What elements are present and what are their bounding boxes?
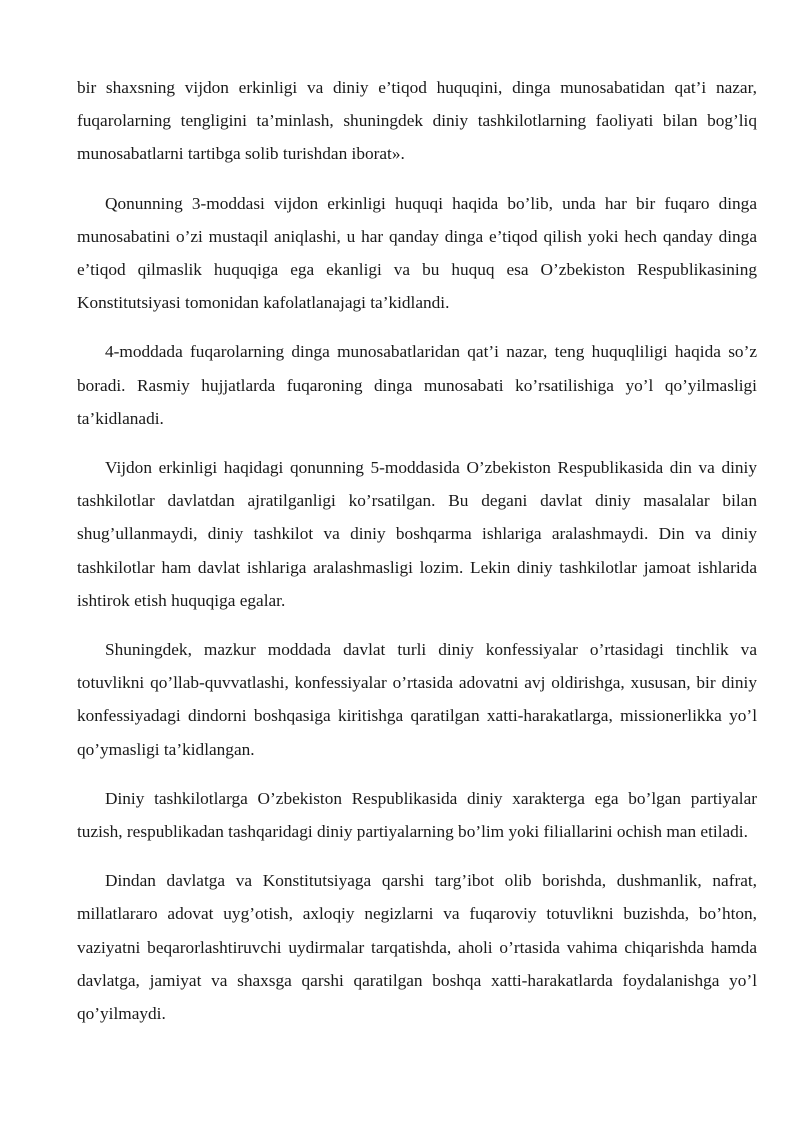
document-page: [77, 71, 757, 1046]
paragraph-continuation: bir shaxsning vijdon erkinligi va diniy e’tiqod huquqini, dinga munosabatidan qat’i nazar, fuqarolarning tengligini ta’minlash, shuningdek diniy tashkilotlarning faoliyati bilan bog’liq munosabatlarni tartibga solib turishdan iborat».: [77, 78, 757, 164]
paragraph-confessions: Shuningdek, mazkur moddada davlat turli diniy konfessiyalar o’rtasidagi tinchlik va totuvlikni qo’llab-quvvatlashi, konfessiyalar o’rtasida adovatni avj oldirishga, xususan, bir diniy konfessiyadagi dindorni boshqasiga kiritishga qaratilgan xatti-harakatlarga, missionerlikka yo’l qo’ymasligi ta’kidlangan.: [77, 640, 757, 759]
paragraph-religious-parties: Diniy tashkilotlarga O’zbekiston Respublikasida diniy xarakterga ega bo’lgan partiyalar tuzish, respublikadan tashqaridagi diniy partiyalarning bo’lim yoki filiallarini ochish man etiladi.: [77, 788, 757, 842]
paragraph-article-5: Vijdon erkinligi haqidagi qonunning 5-moddasida O’zbekiston Respublikasida din va diniy tashkilotlar davlatdan ajratilganligi ko’rsatilgan. Bu degani davlat diniy masalalar bilan shug’ullanmaydi, diniy tashkilot va diniy boshqarma ishlariga aralashmaydi. Din va diniy tashkilotlar ham davlat ishlariga aralashmasligi lozim. Lekin diniy tashkilotlar jamoat ishlarida ishtirok etish huquqiga egalar.: [77, 458, 757, 610]
paragraph-article-3: Qonunning 3-moddasi vijdon erkinligi huquqi haqida bo’lib, unda har bir fuqaro dinga munosabatini o’zi mustaqil aniqlashi, u har qanday dinga e’tiqod qilish yoki hech qanday dinga e’tiqod qilmaslik huquqiga ega ekanligi va bu huquq esa O’zbekiston Respublikasining Konstitutsiyasi tomonidan kafolatlanajagi ta’kidlandi.: [77, 193, 757, 313]
paragraph-propaganda: Dindan davlatga va Konstitutsiyaga qarshi targ’ibot olib borishda, dushmanlik, nafrat, millatlararo adovat uyg’otish, axloqiy negizlarni va fuqaroviy totuvlikni buzishda, bo’hton, vaziyatni beqarorlashtiruvchi uydirmalar tarqatishda, aholi o’rtasida vahima chiqarishda hamda davlatga, jamiyat va shaxsga qarshi qaratilgan boshqa xatti-harakatlarda foydalanishga yo’l qo’yilmaydi.: [77, 871, 757, 1024]
paragraph-article-4: 4-moddada fuqarolarning dinga munosabatlaridan qat’i nazar, teng huquqliligi haqida so’z boradi. Rasmiy hujjatlarda fuqaroning dinga munosabati ko’rsatilishiga yo’l qo’yilmasligi ta’kidlanadi.: [77, 342, 757, 428]
